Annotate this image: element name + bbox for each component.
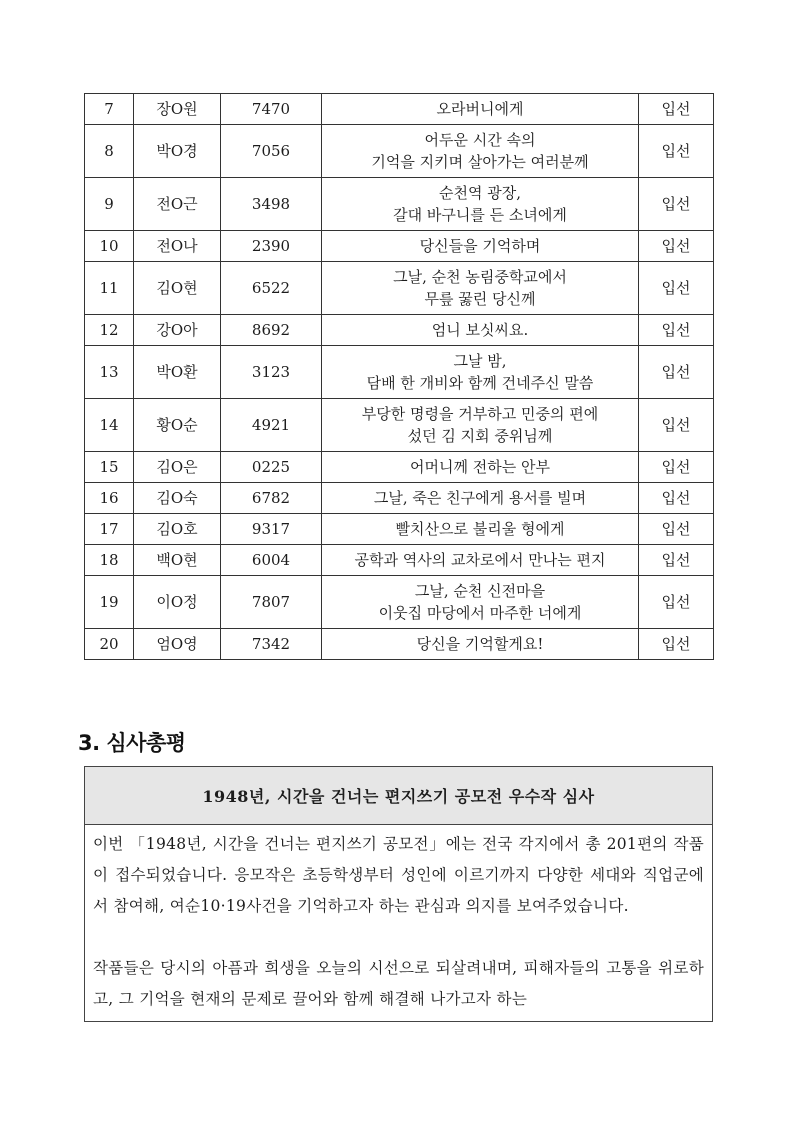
letter-title-line: 어두운 시간 속의 (424, 131, 536, 149)
letter-title-line: 엄니 보싯씨요. (431, 321, 529, 339)
table-row (85, 178, 714, 231)
entry-code: 7056 (221, 125, 322, 178)
entry-code: 4921 (221, 399, 322, 452)
row-number: 13 (85, 346, 134, 399)
entry-code: 7342 (221, 629, 322, 660)
author-name: 김O숙 (134, 483, 221, 514)
award-type: 입선 (639, 346, 714, 399)
letter-title (322, 514, 639, 545)
row-number: 19 (85, 576, 134, 629)
entry-code: 6004 (221, 545, 322, 576)
row-number: 20 (85, 629, 134, 660)
author-name: 백O현 (134, 545, 221, 576)
review-box (84, 766, 713, 1022)
letter-title (322, 262, 639, 315)
row-number: 8 (85, 125, 134, 178)
author-name: 이O정 (134, 576, 221, 629)
entry-code: 3498 (221, 178, 322, 231)
letter-title-line: 이웃집 마당에서 마주한 너에게 (378, 604, 582, 622)
author-name: 박O환 (134, 346, 221, 399)
letter-title (322, 545, 639, 576)
row-number: 11 (85, 262, 134, 315)
row-number: 9 (85, 178, 134, 231)
letter-title (322, 94, 639, 125)
section-heading: 3. 심사총평 (78, 731, 186, 755)
row-number: 7 (85, 94, 134, 125)
review-paragraph: 작품들은 당시의 아픔과 희생을 오늘의 시선으로 되살려내며, 피해자들의 고통을 위로하고, 그 기억을 현재의 문제로 끌어와 함께 해결해 나가고자 하는 (93, 959, 704, 1008)
entry-code: 6782 (221, 483, 322, 514)
letter-title (322, 231, 639, 262)
author-name: 강O아 (134, 315, 221, 346)
author-name: 박O경 (134, 125, 221, 178)
author-name: 김O호 (134, 514, 221, 545)
review-body (85, 825, 712, 1015)
letter-title-line: 무릎 꿇린 당신께 (424, 290, 536, 308)
table-row (85, 315, 714, 346)
row-number: 10 (85, 231, 134, 262)
author-name: 김O현 (134, 262, 221, 315)
award-type: 입선 (639, 514, 714, 545)
table-row (85, 346, 714, 399)
author-name: 황O순 (134, 399, 221, 452)
award-type: 입선 (639, 629, 714, 660)
award-type: 입선 (639, 483, 714, 514)
letter-title (322, 125, 639, 178)
review-title: 1948년, 시간을 건너는 편지쓰기 공모전 우수작 심사 (85, 767, 712, 825)
award-type: 입선 (639, 231, 714, 262)
entry-code: 2390 (221, 231, 322, 262)
award-type: 입선 (639, 94, 714, 125)
award-type: 입선 (639, 452, 714, 483)
review-paragraph: 이번 「1948년, 시간을 건너는 편지쓰기 공모전」에는 전국 각지에서 총 201편의 작품이 접수되었습니다. 응모작은 초등학생부터 성인에 이르기까지 다양한 세대와 직업군에서 참여해, 여순10·19사건을 기억하고자 하는 관심과 의지를 보여주었습니다. (93, 835, 704, 915)
letter-title-line: 당신들을 기억하며 (419, 237, 541, 255)
letter-title-line: 그날, 죽은 친구에게 용서를 빌며 (373, 489, 587, 507)
entry-code: 6522 (221, 262, 322, 315)
letter-title-line: 그날, 순천 신전마을 (414, 582, 546, 600)
row-number: 18 (85, 545, 134, 576)
letter-title-line: 공학과 역사의 교차로에서 만나는 편지 (354, 551, 606, 569)
entry-code: 0225 (221, 452, 322, 483)
letter-title-line: 순천역 광장, (439, 184, 521, 202)
letter-title-line: 부당한 명령을 거부하고 민중의 편에 (361, 405, 599, 423)
award-type: 입선 (639, 262, 714, 315)
entry-code: 7807 (221, 576, 322, 629)
entry-code: 3123 (221, 346, 322, 399)
letter-title (322, 178, 639, 231)
award-type: 입선 (639, 178, 714, 231)
table-row (85, 576, 714, 629)
letter-title-line: 당신을 기억할게요! (416, 635, 544, 653)
table-row (85, 514, 714, 545)
letter-title (322, 399, 639, 452)
letter-title-line: 그날 밤, (453, 352, 507, 370)
letter-title-line: 갈대 바구니를 든 소녀에게 (393, 206, 567, 224)
letter-title (322, 576, 639, 629)
row-number: 16 (85, 483, 134, 514)
letter-title (322, 483, 639, 514)
table-row (85, 399, 714, 452)
row-number: 15 (85, 452, 134, 483)
table-row (85, 231, 714, 262)
row-number: 17 (85, 514, 134, 545)
table-row (85, 629, 714, 660)
letter-title-line: 기억을 지키며 살아가는 여러분께 (371, 153, 589, 171)
award-type: 입선 (639, 576, 714, 629)
table-row (85, 545, 714, 576)
letter-title (322, 452, 639, 483)
winners-table (84, 93, 714, 660)
letter-title-line: 담배 한 개비와 함께 건네주신 말씀 (366, 374, 594, 392)
award-type: 입선 (639, 125, 714, 178)
letter-title-line: 빨치산으로 불리울 형에게 (395, 520, 565, 538)
entry-code: 8692 (221, 315, 322, 346)
winners-table-body (85, 94, 714, 660)
row-number: 14 (85, 399, 134, 452)
letter-title-line: 오라버니에게 (436, 100, 524, 118)
entry-code: 7470 (221, 94, 322, 125)
letter-title-line: 섰던 김 지회 중위님께 (407, 427, 553, 445)
table-row (85, 94, 714, 125)
table-row (85, 262, 714, 315)
row-number: 12 (85, 315, 134, 346)
author-name: 엄O영 (134, 629, 221, 660)
letter-title (322, 629, 639, 660)
letter-title (322, 346, 639, 399)
award-type: 입선 (639, 545, 714, 576)
award-type: 입선 (639, 399, 714, 452)
letter-title-line: 어머니께 전하는 안부 (410, 458, 550, 476)
author-name: 전O나 (134, 231, 221, 262)
letter-title-line: 그날, 순천 농림중학교에서 (393, 268, 567, 286)
author-name: 전O근 (134, 178, 221, 231)
letter-title (322, 315, 639, 346)
table-row (85, 483, 714, 514)
entry-code: 9317 (221, 514, 322, 545)
table-row (85, 125, 714, 178)
award-type: 입선 (639, 315, 714, 346)
author-name: 장O원 (134, 94, 221, 125)
author-name: 김O은 (134, 452, 221, 483)
table-row (85, 452, 714, 483)
